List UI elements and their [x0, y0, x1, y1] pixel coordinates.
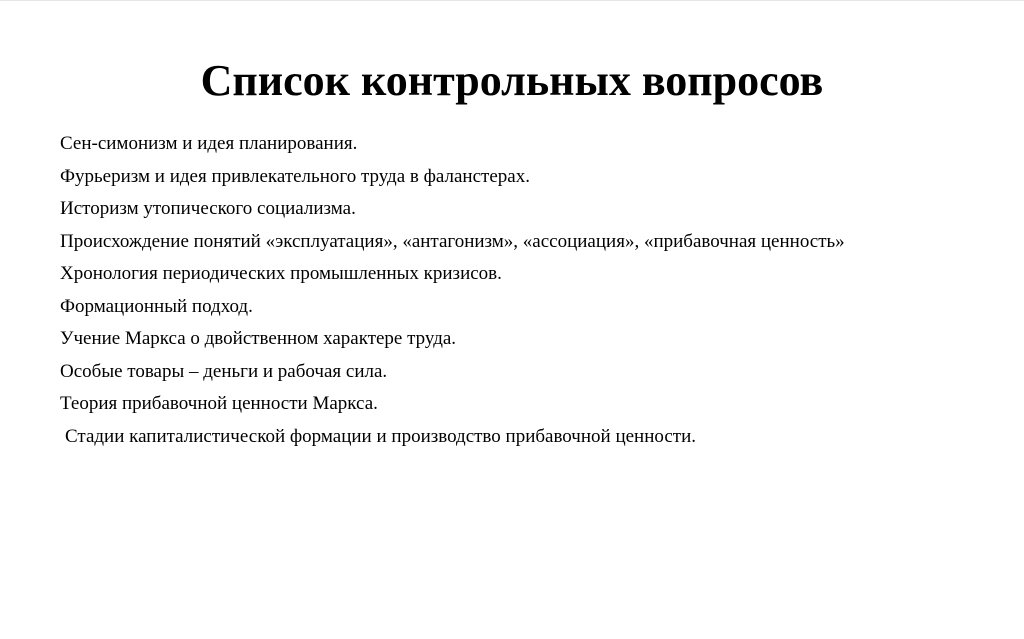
question-item-10: Стадии капиталистической формации и производство прибавочной ценности.: [65, 425, 697, 447]
question-item-9: Теория прибавочной ценности Маркса.: [60, 393, 378, 414]
question-item-4: Происхождение понятий «эксплуатация», «антагонизм», «ассоциация», «прибавочная ценность»: [60, 230, 845, 252]
slide-title: Список контрольных вопросов: [200, 56, 824, 105]
question-item-7: Учение Маркса о двойственном характере труда.: [60, 328, 457, 349]
question-item-1: Сен-симонизм и идея планирования.: [60, 133, 358, 154]
question-list: [60, 131, 960, 456]
question-item-5: Хронология периодических промышленных кризисов.: [60, 263, 502, 284]
question-item-6: Формационный подход.: [60, 295, 253, 317]
question-item-3: Историзм утопического социализма.: [60, 198, 356, 219]
question-item-2: Фурьеризм и идея привлекательного труда в фаланстерах.: [60, 165, 530, 187]
question-item-8: Особые товары – деньги и рабочая сила.: [60, 360, 388, 382]
